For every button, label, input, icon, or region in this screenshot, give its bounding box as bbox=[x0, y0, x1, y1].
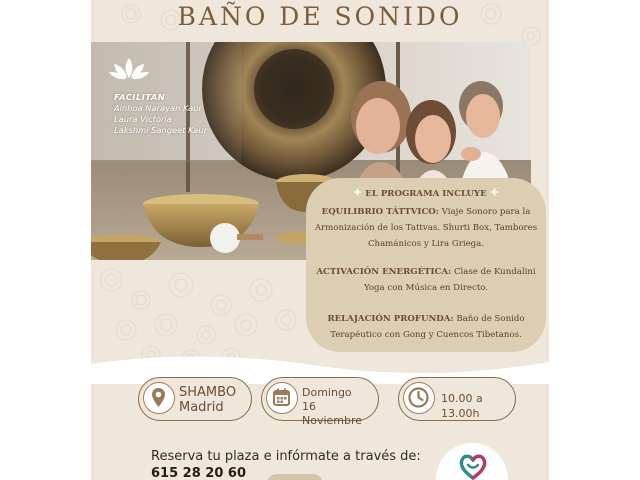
sparkle-icon: ✦ bbox=[489, 186, 499, 199]
date-day: 16 Noviembre bbox=[302, 400, 363, 427]
clock-icon bbox=[403, 382, 435, 414]
lotus-icon bbox=[108, 56, 150, 82]
program-item-text: Terapéutico con Gong y Cuencos Tibetanos. bbox=[330, 330, 522, 340]
program-item-title: EQUILIBRIO TÁTTVICO: bbox=[321, 207, 439, 217]
program-heading bbox=[306, 186, 546, 199]
facilitators-block bbox=[114, 92, 207, 136]
program-item bbox=[312, 311, 540, 343]
contact-text: Reserva tu plaza e infórmate a través de: bbox=[151, 449, 421, 464]
date-weekday: Domingo bbox=[302, 386, 352, 399]
program-item-title: ACTIVACIÓN ENERGÉTICA: bbox=[316, 267, 452, 277]
calendar-icon bbox=[266, 382, 298, 414]
facilitator-name: Laura Victoria bbox=[114, 114, 172, 124]
program-item bbox=[312, 264, 540, 296]
program-item-text: Clase de Kundalini bbox=[451, 267, 536, 277]
location-pin-icon bbox=[143, 382, 175, 414]
sparkle-icon: ✦ bbox=[353, 186, 363, 199]
contact-phone[interactable]: 615 28 20 60 bbox=[151, 466, 246, 480]
facilitator-name: Ainhoa Narayan Kaur bbox=[114, 103, 202, 113]
heart-logo-icon bbox=[459, 454, 487, 480]
location-pill bbox=[138, 377, 252, 421]
page-title: BAÑO DE SONIDO bbox=[177, 2, 463, 31]
program-item-text: Yoga con Música en Directo. bbox=[363, 283, 489, 293]
facilitator-name: Lakshmi Sangeet Kaur bbox=[114, 125, 207, 135]
location-name: SHAMBO bbox=[179, 385, 237, 400]
event-poster bbox=[91, 0, 549, 480]
time-pill bbox=[398, 377, 516, 421]
program-item bbox=[312, 204, 540, 252]
program-item-text: Baño de Sonido bbox=[453, 314, 525, 324]
program-box bbox=[306, 178, 546, 352]
program-item-text: Armonización de los Tattvas. Shurti Box, Tambores bbox=[314, 223, 538, 233]
time-range: 10.00 a 13.00h bbox=[441, 392, 483, 420]
program-heading-text: EL PROGRAMA INCLUYE bbox=[365, 189, 487, 199]
bottom-tab bbox=[267, 474, 323, 480]
location-city: Madrid bbox=[179, 400, 224, 415]
date-pill bbox=[261, 377, 379, 427]
program-item-title: RELAJACIÓN PROFUNDA: bbox=[327, 314, 454, 324]
facilitators-heading: FACILITAN bbox=[114, 92, 166, 102]
program-item-text: Chamánicos y Lira Griega. bbox=[367, 239, 485, 249]
program-item-text: Viaje Sonoro para la bbox=[438, 207, 531, 217]
